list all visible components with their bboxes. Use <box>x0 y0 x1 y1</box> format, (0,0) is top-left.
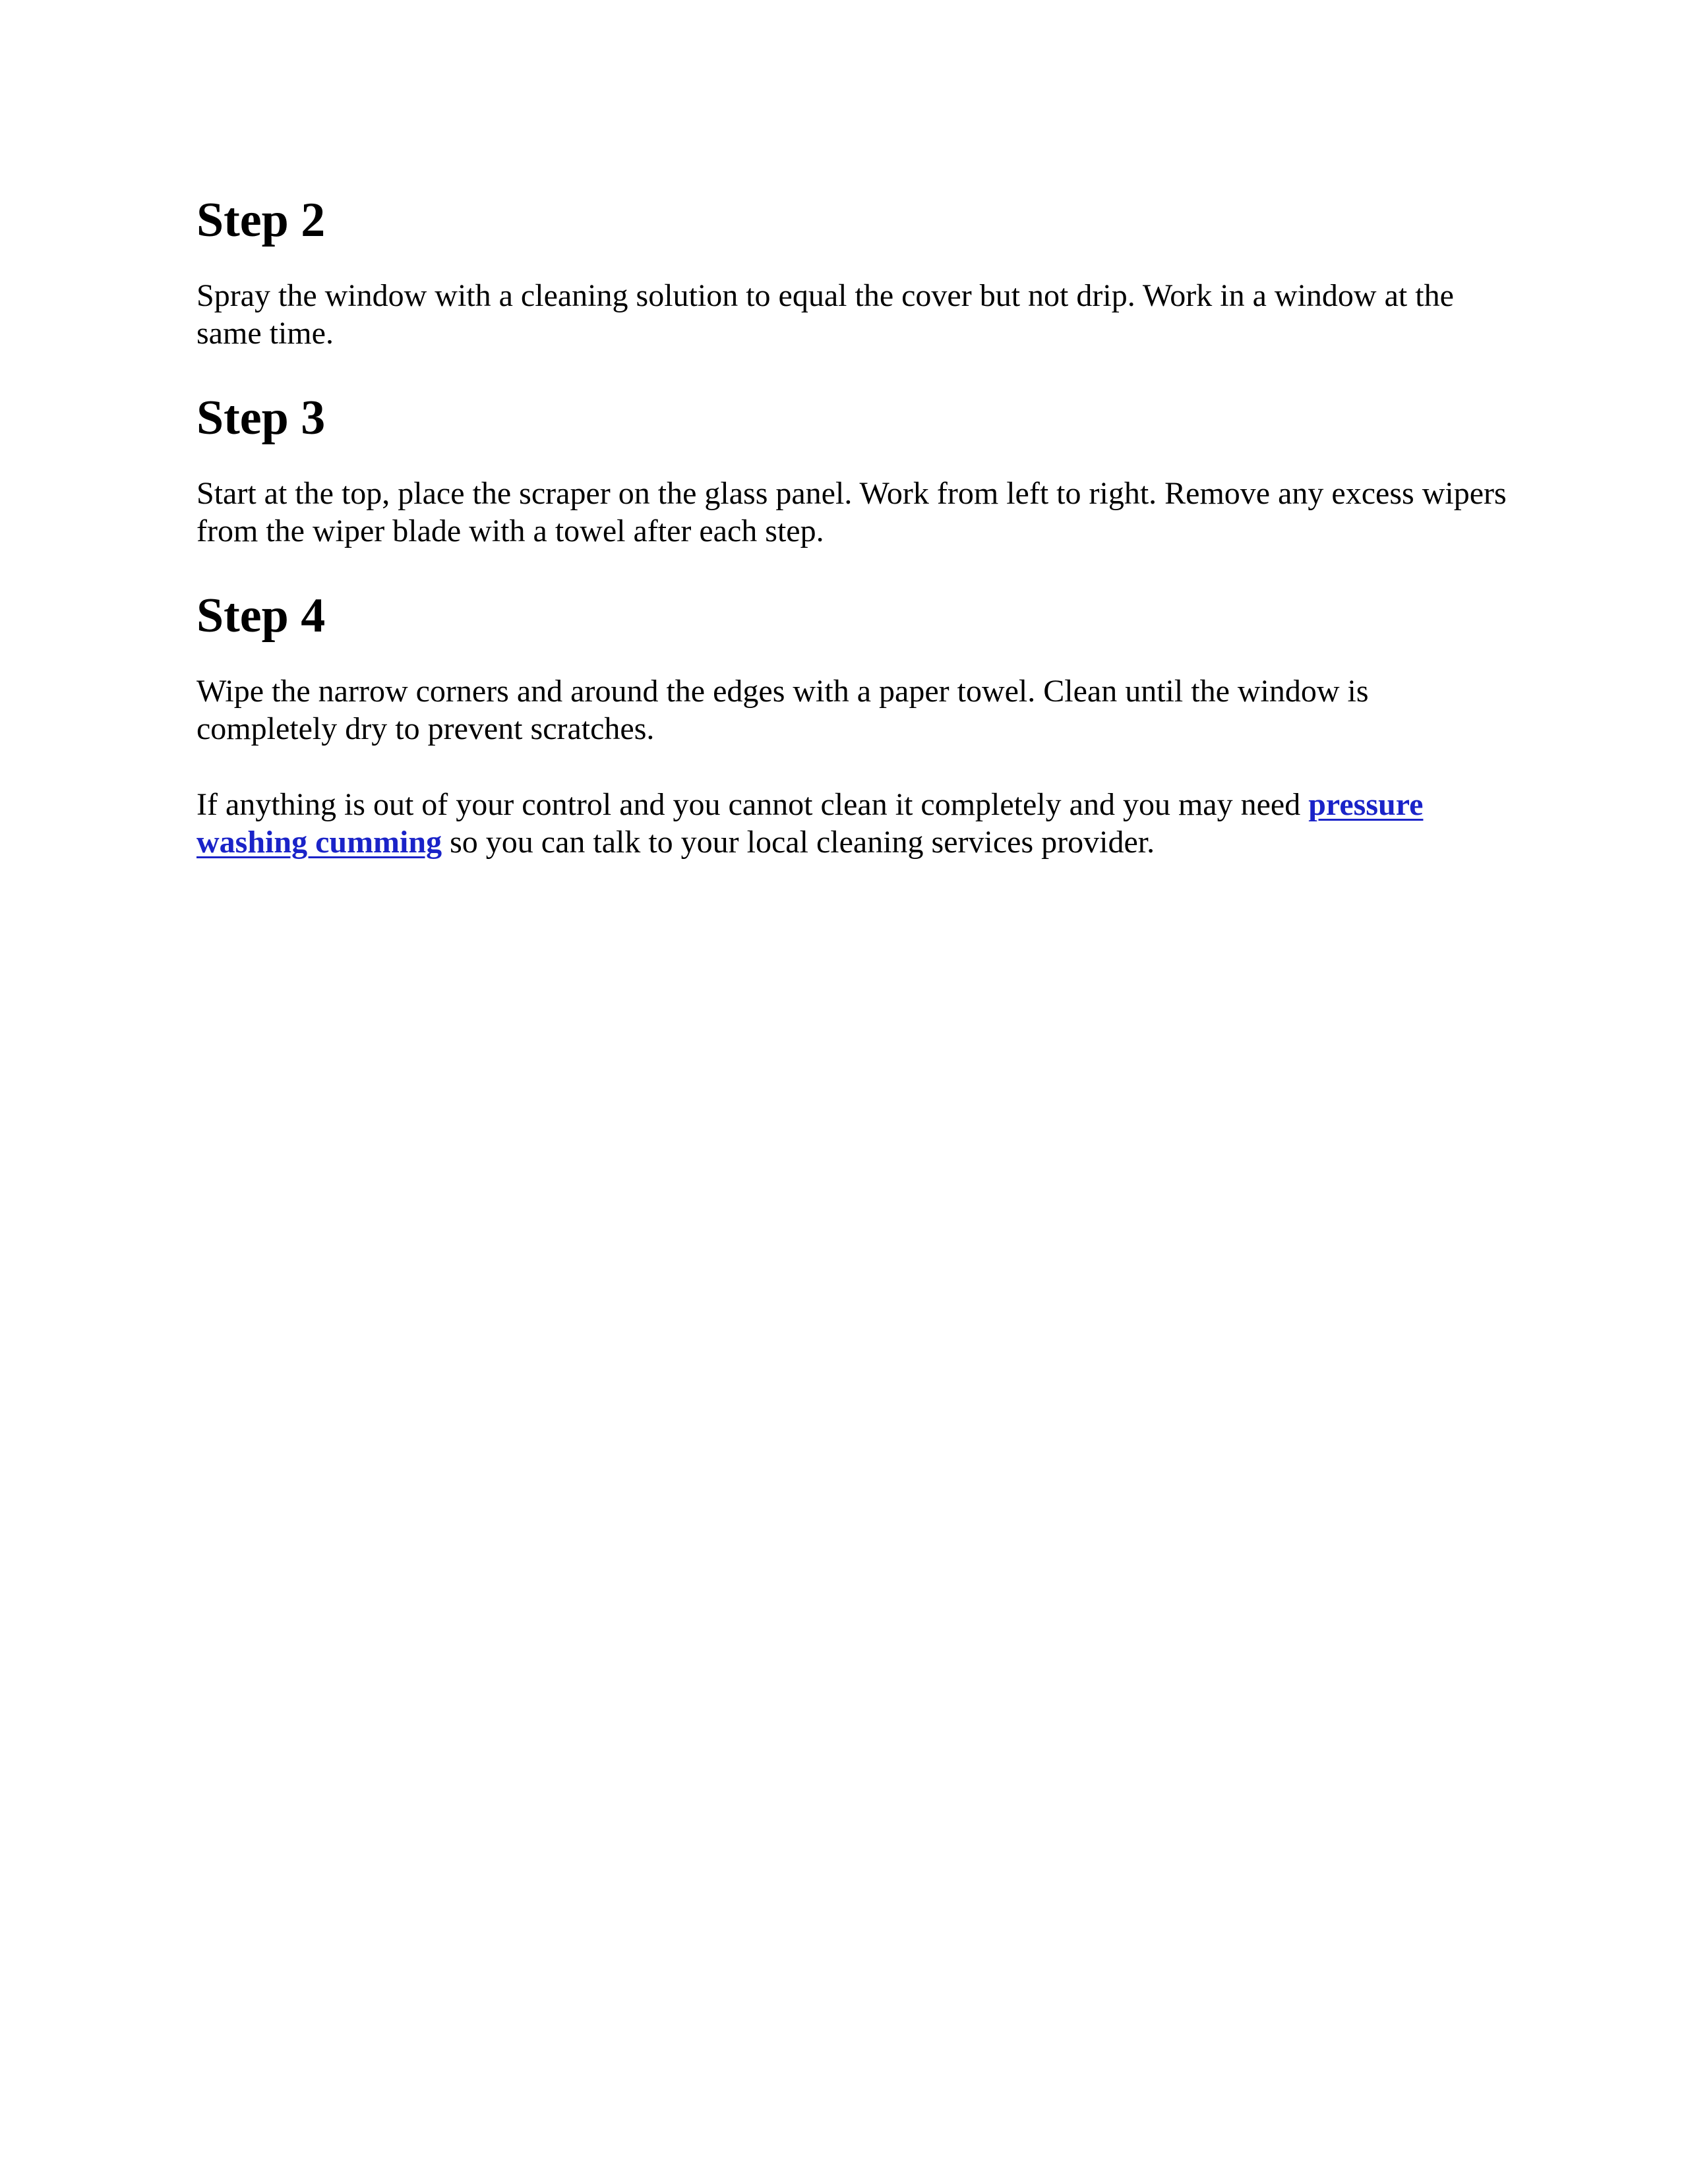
step-2-text: Spray the window with a cleaning solution to equal the cover but not drip. Work in a window at the same time. <box>196 278 1454 351</box>
pressure-washing-link[interactable]: pressure washing cumming <box>196 787 1424 860</box>
closing-text-after-link: so you can talk to your local cleaning services provider. <box>442 825 1155 860</box>
step-2-heading: Step 2 <box>196 193 326 247</box>
step-4-text: Wipe the narrow corners and around the edges with a paper towel. Clean until the window is completely dry to prevent scratches. <box>196 674 1369 746</box>
closing-text-before-link: If anything is out of your control and you cannot clean it completely and you may need <box>196 787 1309 822</box>
closing-paragraph <box>196 786 1509 861</box>
step-4-heading: Step 4 <box>196 589 326 643</box>
step-3-text: Start at the top, place the scraper on the glass panel. Work from left to right. Remove any excess wipers from the wiper blade with a towel after each step. <box>196 476 1507 548</box>
document-page <box>196 191 1509 861</box>
step-3-heading: Step 3 <box>196 391 326 445</box>
